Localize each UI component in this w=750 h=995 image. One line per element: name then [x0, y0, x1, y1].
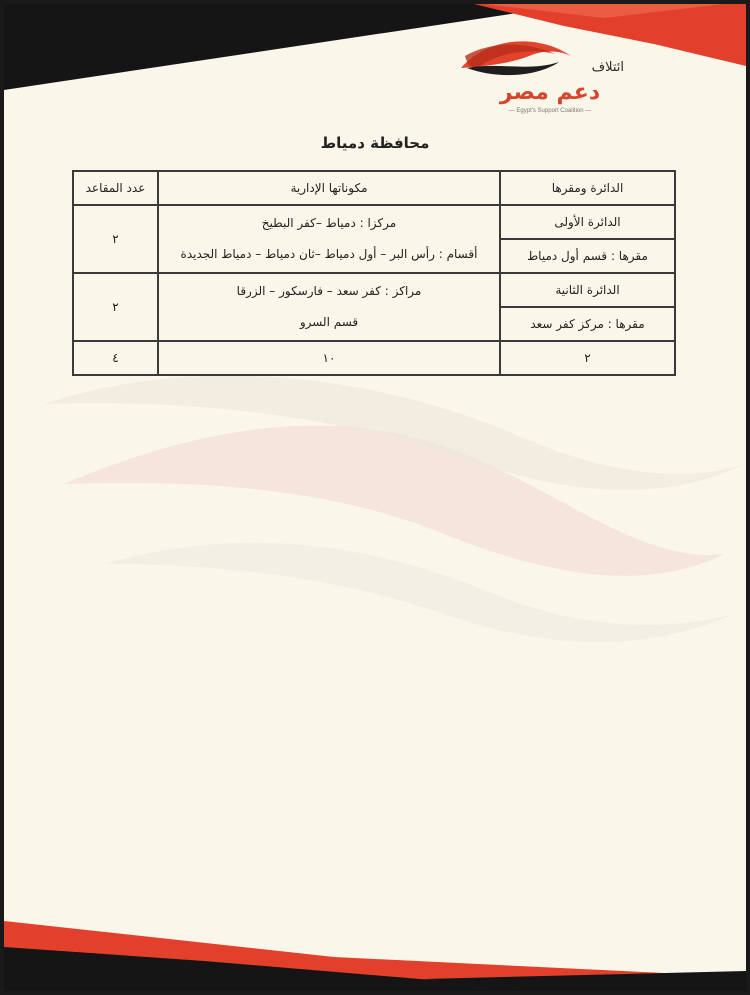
- seats-cell: ٢: [73, 273, 158, 341]
- header-band: [4, 4, 746, 94]
- circuit-hq-cell: مقرها : مركز كفر سعد: [500, 307, 675, 341]
- circuit-hq-cell: مقرها : قسم أول دمياط: [500, 239, 675, 273]
- table-header-row: [73, 171, 675, 205]
- logo-text-name: دعم مصر: [499, 80, 601, 105]
- components-cell: [158, 273, 500, 341]
- page-title-text: محافظة دمياط: [320, 134, 430, 152]
- circuit-name-cell: الدائرة الأولى: [500, 205, 675, 239]
- header-seats: عدد المقاعد: [73, 171, 158, 205]
- page-title: [4, 134, 746, 152]
- footer-band: [4, 921, 746, 991]
- logo-text-english: — Egypt's Support Coalition —: [508, 108, 592, 114]
- header-components: مكوناتها الإدارية: [158, 171, 500, 205]
- totals-row: [73, 341, 675, 375]
- electoral-circuits-table: [72, 170, 676, 376]
- circuit-name-cell: الدائرة الثانية: [500, 273, 675, 307]
- watermark-swoosh: [44, 364, 744, 664]
- logo-text-coalition: ائتلاف: [591, 60, 624, 75]
- total-seats-cell: ٤: [73, 341, 158, 375]
- components-line: مراكز : كفر سعد – فارسكور – الزرقا: [236, 283, 422, 298]
- total-components-cell: ١٠: [158, 341, 500, 375]
- header-circuit: الدائرة ومقرها: [500, 171, 675, 205]
- total-circuits-cell: ٢: [500, 341, 675, 375]
- components-line: قسم السرو: [299, 315, 359, 329]
- components-line: مركزا : دمياط –كفر البطيخ: [261, 215, 397, 230]
- components-line: أقسام : رأس البر – أول دمياط –ثان دمياط – دمياط الجديدة: [180, 247, 478, 261]
- components-cell: [158, 205, 500, 273]
- document-page: [4, 4, 746, 991]
- table-row: [73, 273, 675, 307]
- seats-cell: ٢: [73, 205, 158, 273]
- table-row: [73, 205, 675, 239]
